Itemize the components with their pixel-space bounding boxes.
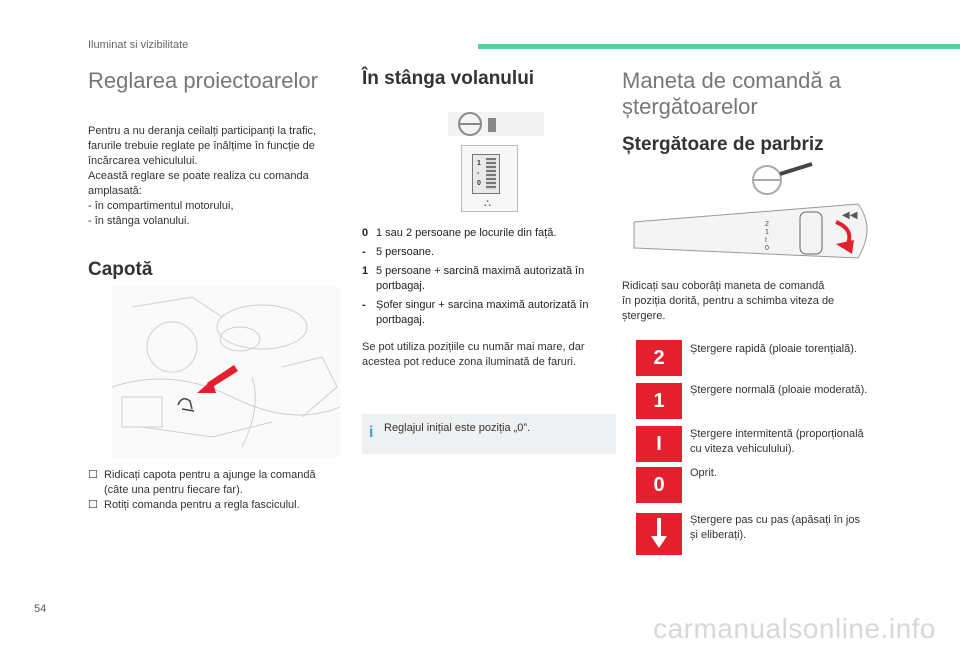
- mode-badge-off: 0: [636, 467, 682, 503]
- mode-line: cu viteza vehiculului).: [690, 443, 795, 455]
- bullet-marker: ☐: [88, 499, 98, 511]
- intro-text: [88, 124, 346, 229]
- mode-text-fast: [690, 342, 890, 357]
- list-text: 5 persoane.: [376, 246, 435, 258]
- intro-line: amplasată:: [88, 185, 142, 197]
- list-text: 1 sau 2 persoane pe locurile din față.: [376, 227, 557, 239]
- wiper-stalk-illustration: [622, 188, 882, 270]
- mode-badge-fast: 2: [636, 340, 682, 376]
- down-arrow-icon: [649, 518, 669, 550]
- mode-text-single-wipe: [690, 513, 890, 543]
- info-text: Reglajul inițial este poziția „0”.: [384, 422, 531, 434]
- column-wiper-stalk: [622, 60, 892, 156]
- mode-badge-intermittent: I: [636, 426, 682, 462]
- list-key: -: [362, 299, 366, 311]
- lever-label: 0: [765, 245, 769, 252]
- steering-indicator: [446, 108, 546, 145]
- title-left-of-steering: În stânga volanului: [362, 68, 535, 89]
- engine-bay-icon: [112, 287, 340, 457]
- dial-label: 1: [477, 160, 481, 167]
- mode-text-off: [690, 466, 890, 481]
- steering-wheel-icon: [446, 108, 546, 140]
- intro-line: - în stânga volanului.: [88, 215, 190, 227]
- list-key: 0: [362, 227, 369, 239]
- intro-line: ștergere.: [622, 310, 666, 322]
- mode-line: și eliberați).: [690, 529, 747, 541]
- mode-badge-single-wipe: [636, 513, 682, 555]
- list-text: Șofer singur + sarcina maximă autorizată în portbagaj.: [376, 299, 589, 326]
- list-item: [362, 226, 617, 241]
- column-headlamp-adjustment: [88, 60, 346, 281]
- info-icon: i: [369, 424, 374, 441]
- mode-line: Ștergere pas cu pas (apăsați în jos: [690, 514, 860, 526]
- subtitle-windscreen-wipers: Ștergătoare de parbriz: [622, 134, 824, 155]
- dial-wheel: [486, 158, 496, 190]
- intro-line: în poziția dorită, pentru a schimba viteza de: [622, 295, 835, 307]
- load-positions-list: [362, 226, 617, 332]
- headlamp-icon: ⛬: [484, 198, 491, 209]
- intro-line: Pentru a nu deranja ceilalți participanți la trafic,: [88, 125, 317, 137]
- page-number: 54: [34, 603, 47, 615]
- subtitle-bonnet: Capotă: [88, 259, 153, 280]
- bullet-text: Rotiți comanda pentru a regla fasciculul.: [104, 499, 300, 511]
- info-box: [362, 414, 616, 454]
- intro-line: Această reglare se poate realiza cu comanda: [88, 170, 309, 182]
- bullet-marker: ☐: [88, 469, 98, 481]
- mode-text-normal: [690, 383, 890, 398]
- list-key: -: [362, 246, 366, 258]
- dial-label: 0: [477, 180, 481, 187]
- section-label: Iluminat si vizibilitate: [88, 39, 189, 51]
- header-rule: [478, 44, 960, 49]
- list-item: [362, 245, 617, 260]
- wiper-intro: [622, 279, 892, 324]
- list-text: 5 persoane + sarcină maximă autorizată în portbagaj.: [376, 265, 585, 292]
- title-wiper-line2: ștergătoarelor: [622, 94, 758, 119]
- higher-positions-note: [362, 340, 617, 370]
- wiper-stalk-icon: [622, 188, 882, 270]
- lever-label: 2: [765, 221, 769, 228]
- bullet-item: [88, 468, 346, 483]
- title-headlamp: Reglarea proiectoarelor: [88, 68, 318, 93]
- height-adjust-dial: [461, 145, 518, 212]
- watermark: carmanualsonline.info: [653, 613, 936, 644]
- column-left-of-steering: [362, 60, 617, 90]
- engine-bay-illustration: [112, 287, 340, 457]
- note-line: Se pot utiliza pozițiile cu număr mai mare, dar: [362, 341, 585, 353]
- mode-text-intermittent: [690, 427, 890, 457]
- mode-line: Ștergere rapidă (ploaie torențială).: [690, 343, 857, 355]
- bonnet-instructions: [88, 468, 346, 513]
- intro-line: farurile trebuie reglate pe înălțime în funcție de: [88, 140, 315, 152]
- mode-line: Ștergere normală (ploaie moderată).: [690, 384, 868, 396]
- intro-line: Ridicați sau coborâți maneta de comandă: [622, 280, 825, 292]
- title-wiper-line1: Maneta de comandă a: [622, 68, 841, 93]
- lever-label: I: [765, 237, 767, 244]
- dial-window: [472, 154, 500, 194]
- lever-label: 1: [765, 229, 769, 236]
- mode-line: Ștergere intermitentă (proporțională: [690, 428, 864, 440]
- list-item: [362, 264, 617, 294]
- dial-labels: [477, 159, 481, 189]
- bullet-text: Ridicați capota pentru a ajunge la comandă: [104, 469, 316, 481]
- intro-line: încărcarea vehiculului.: [88, 155, 198, 167]
- bullet-item: [88, 498, 346, 513]
- bullet-text-continued: (câte una pentru fiecare far).: [104, 484, 243, 496]
- list-item: [362, 298, 617, 328]
- intro-line: - în compartimentul motorului,: [88, 200, 234, 212]
- list-key: 1: [362, 265, 369, 277]
- svg-text:◀◀: ◀◀: [842, 210, 858, 221]
- mode-line: Oprit.: [690, 467, 717, 479]
- mode-badge-normal: 1: [636, 383, 682, 419]
- dial-label: -: [477, 170, 480, 177]
- note-line: acestea pot reduce zona iluminată de faruri.: [362, 356, 577, 368]
